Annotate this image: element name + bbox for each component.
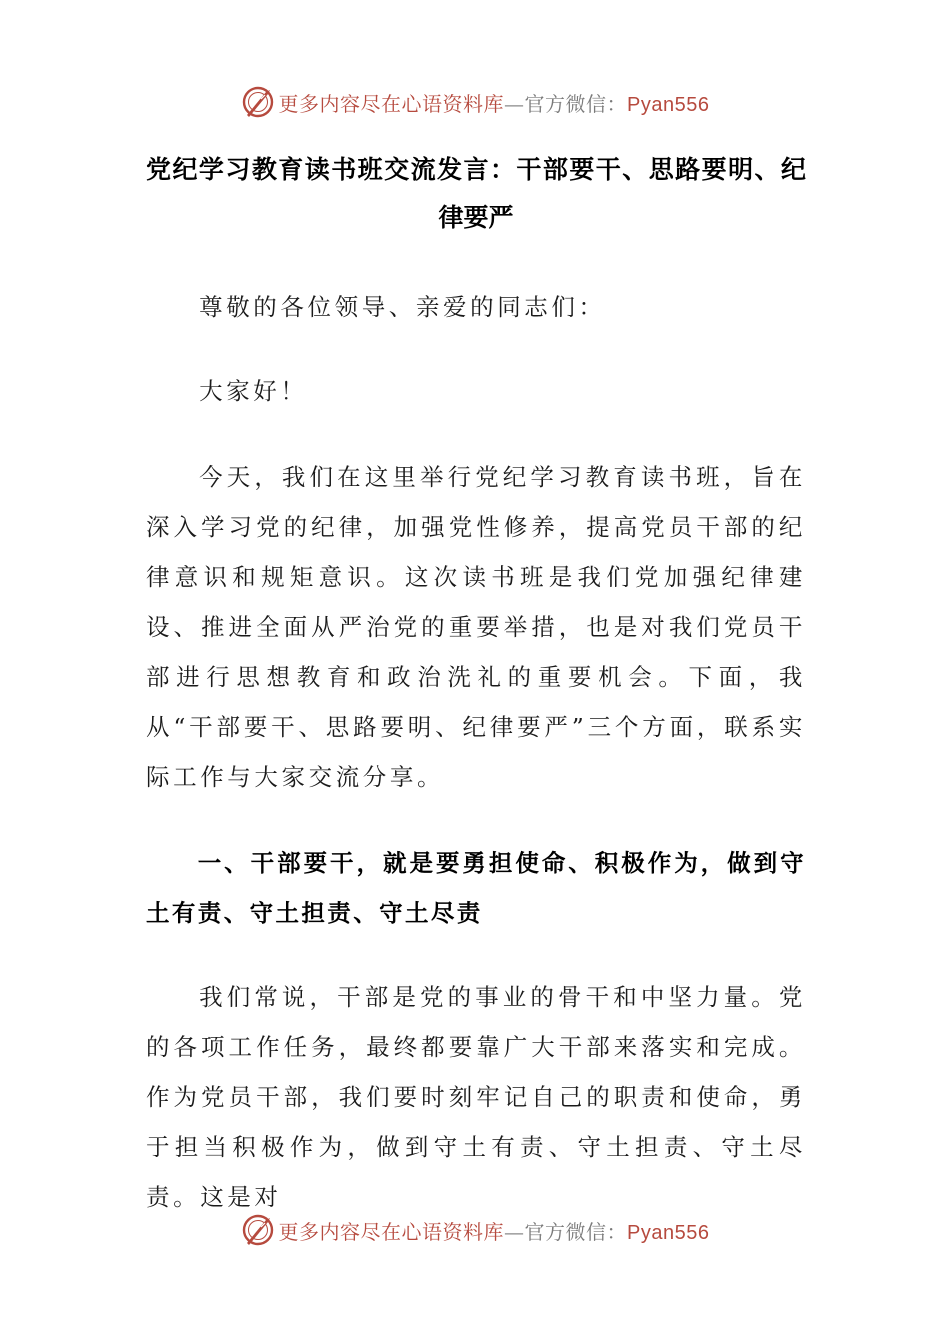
banner-separator: — [504, 1219, 525, 1244]
quill-pen-logo-icon [241, 1213, 275, 1247]
banner-wechat-id: Pyan556 [627, 1221, 710, 1244]
greeting-paragraph: 尊敬的各位领导、亲爱的同志们： [199, 293, 606, 321]
banner-wechat-id: Pyan556 [627, 93, 710, 116]
banner-official-label: 官方微信： [524, 1219, 628, 1244]
hello-paragraph: 大家好！ [199, 377, 308, 405]
banner-separator: — [504, 91, 525, 116]
title-line-2: 律要严 [438, 203, 514, 232]
quill-pen-logo-icon [241, 85, 275, 119]
banner-brand-text: 更多内容尽在心语资料库 [278, 91, 505, 116]
banner-brand-text: 更多内容尽在心语资料库 [278, 1219, 505, 1244]
title-line-1: 党纪学习教育读书班交流发言：干部要干、思路要明、纪 [146, 155, 806, 184]
intro-paragraph: 今天，我们在这里举行党纪学习教育读书班，旨在深入学习党的纪律，加强党性修养，提高党员干部的纪律意识和规矩意识。这次读书班是我们党加强纪律建设、推进全面从严治党的重要举措，也是对我们党员干部进行思想教育和政治洗礼的重要机会。下面，我从“干部要干、思路要明、纪律要严”三个方面，联系实际工作与大家交流分享。 [146, 463, 806, 791]
section-1-body-paragraph: 我们常说，干部是党的事业的骨干和中坚力量。党的各项工作任务，最终都要靠广大干部来落实和完成。作为党员干部，我们要时刻牢记自己的职责和使命，勇于担当积极作为，做到守土有责、守土担责、守土尽责。这是对 [146, 983, 806, 1211]
banner-official-label: 官方微信： [524, 91, 628, 116]
section-1-heading: 一、干部要干，就是要勇担使命、积极作为，做到守土有责、守土担责、守土尽责 [146, 849, 806, 927]
footer-watermark-banner [0, 1210, 950, 1250]
document-title [146, 146, 806, 242]
header-watermark-banner [0, 82, 950, 122]
